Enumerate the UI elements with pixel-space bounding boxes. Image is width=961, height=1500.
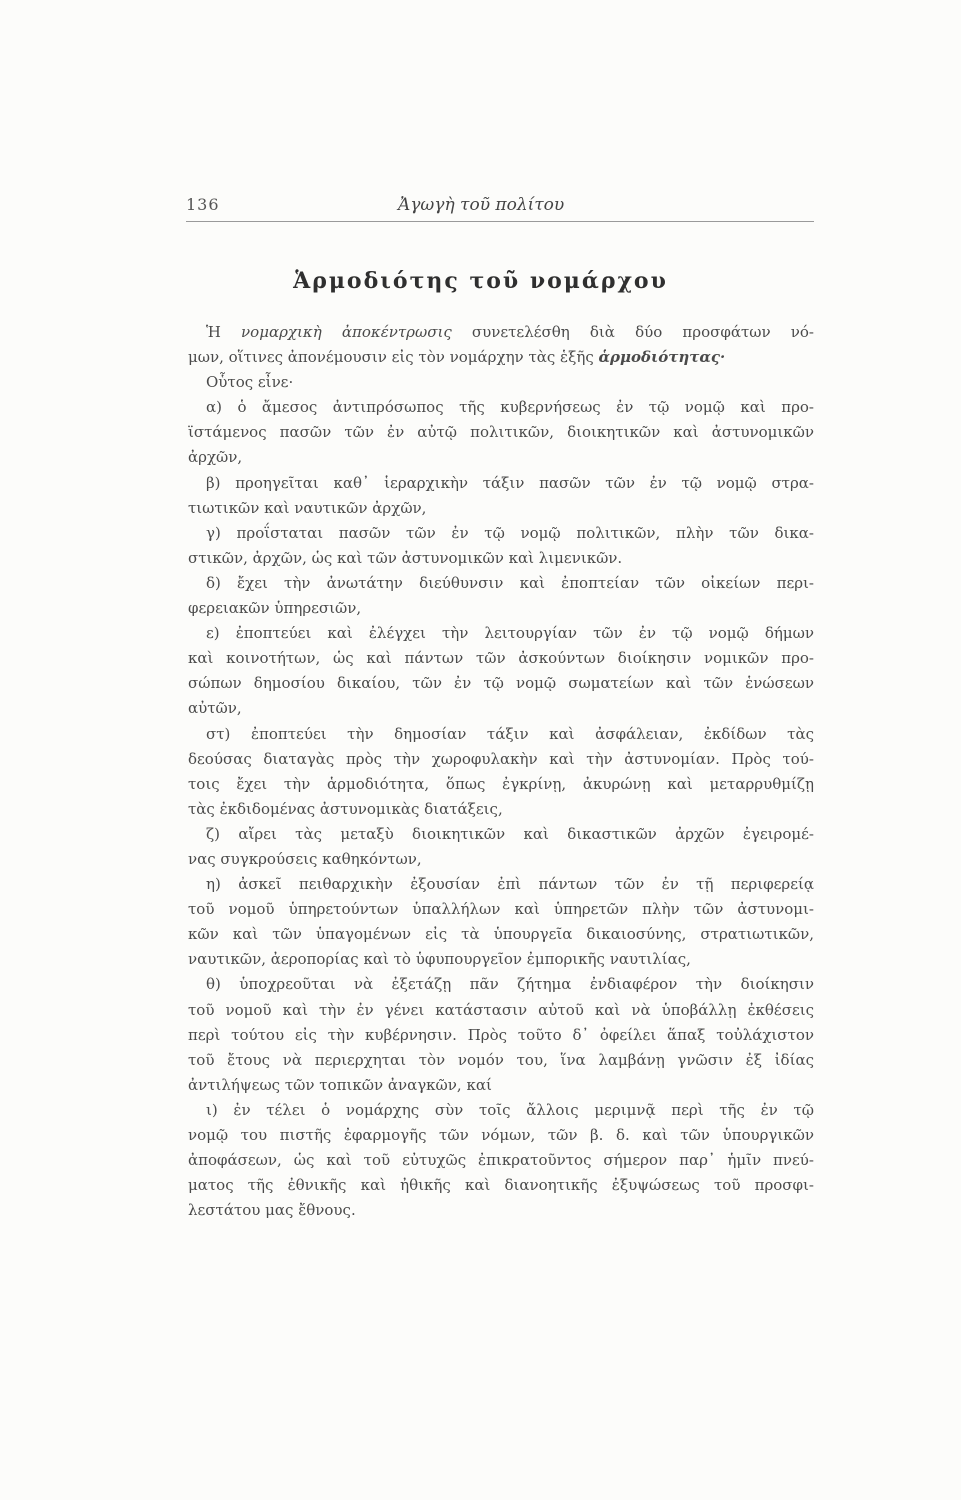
text-line	[188, 345, 814, 370]
running-title: Ἀγωγὴ τοῦ πολίτου	[398, 195, 565, 215]
text-line: β) προηγεῖται καθ᾽ ἱεραρχικὴν τάξιν πασῶν τῶν ἐν τῷ νομῷ στρα-	[206, 473, 814, 492]
text-line: στικῶν, ἀρχῶν, ὡς καὶ τῶν ἀστυνομικῶν καὶ λιμενικῶν.	[188, 548, 623, 567]
text-line: νας συγκρούσεις καθηκόντων,	[188, 849, 422, 868]
text-line: ναυτικῶν, ἀεροπορίας καὶ τὸ ὑφυπουργεῖον ἐμπορικῆς ναυτιλίας,	[188, 950, 691, 969]
page-header	[186, 195, 814, 222]
text-line: ζ) αἴρει τὰς μεταξὺ διοικητικῶν καὶ δικαστικῶν ἀρχῶν ἐγειρομέ-	[206, 824, 814, 843]
text-line: τὰς ἐκδιδομένας ἀστυνομικὰς διατάξεις,	[188, 799, 503, 818]
text-line: γ) προΐσταται πασῶν τῶν ἐν τῷ νομῷ πολιτικῶν, πλὴν τῶν δικα-	[206, 523, 814, 542]
text-line: Οὗτος εἶνε·	[206, 373, 294, 392]
intro-line1-rest: συνετελέσθη διὰ δύο προσφάτων νό-	[451, 323, 815, 341]
text-line: ϊστάμενος πασῶν τῶν ἐν αὐτῷ πολιτικῶν, διοικητικῶν καὶ ἀστυνομικῶν	[188, 423, 814, 442]
text-line: τιωτικῶν καὶ ναυτικῶν ἀρχῶν,	[188, 498, 427, 517]
text-line: καὶ κοινοτήτων, ὡς καὶ πάντων τῶν ἀσκούντων διοίκησιν νομικῶν προ-	[188, 649, 814, 668]
text-line: περὶ τούτου εἰς τὴν κυβέρνησιν. Πρὸς τοῦτο δ᾽ ὀφείλει ἅπαξ τοὐλάχιστον	[188, 1025, 814, 1044]
text-line: δεούσας διαταγὰς πρὸς τὴν χωροφυλακὴν καὶ τὴν ἀστυνομίαν. Πρὸς τού-	[188, 749, 814, 768]
text-line: ἀντιλήψεως τῶν τοπικῶν ἀναγκῶν, καί	[188, 1075, 492, 1094]
text-line	[188, 320, 814, 345]
text-line: τοις ἔχει τὴν ἁρμοδιότητα, ὅπως ἐγκρίνῃ, ἀκυρώνῃ καὶ μεταρρυθμίζῃ	[188, 774, 814, 793]
text-line: θ) ὑποχρεοῦται νὰ ἐξετάζῃ πᾶν ζήτημα ἐνδιαφέρον τὴν διοίκησιν	[206, 975, 814, 994]
page-number: 136	[186, 195, 220, 214]
text-line: ι) ἐν τέλει ὁ νομάρχης σὺν τοῖς ἄλλοις μεριμνᾷ περὶ τῆς ἐν τῷ	[206, 1100, 814, 1119]
text-line: ἀρχῶν,	[188, 448, 243, 467]
text-line: τοῦ νομοῦ καὶ τὴν ἐν γένει κατάστασιν αὐτοῦ καὶ νὰ ὑποβάλλῃ ἐκθέσεις	[188, 1000, 814, 1019]
text-line: τοῦ ἔτους νὰ περιερχηται τὸν νομόν του, ἵνα λαμβάνῃ γνῶσιν ἐξ ἰδίας	[188, 1050, 814, 1069]
bold-term: ἁρμοδιότητας·	[598, 348, 726, 367]
text-line: ε) ἐποπτεύει καὶ ἐλέγχει τὴν λειτουργίαν τῶν ἐν τῷ νομῷ δήμων	[206, 624, 814, 643]
text-line: ἀποφάσεων, ὡς καὶ τοῦ εὐτυχῶς ἐπικρατοῦντος σήμερον παρ᾽ ἡμῖν πνεύ-	[188, 1151, 814, 1170]
text-line: φερειακῶν ὑπηρεσιῶν,	[188, 599, 362, 618]
text-line: δ) ἔχει τὴν ἀνωτάτην διεύθυνσιν καὶ ἐποπτείαν τῶν οἰκείων περι-	[206, 573, 814, 592]
intro-line2-start: μων, οἵτινες ἀπονέμουσιν εἰς τὸν νομάρχην τὰς ἑξῆς	[188, 348, 599, 367]
intro-prefix: Ἡ	[206, 323, 242, 341]
text-line: ματος τῆς ἐθνικῆς καὶ ἠθικῆς καὶ διανοητικῆς ἐξυψώσεως τοῦ προσφι-	[188, 1176, 814, 1195]
paragraph-lines	[188, 370, 814, 1223]
text-line: στ) ἐποπτεύει τὴν δημοσίαν τάξιν καὶ ἀσφάλειαν, ἐκδίδων τὰς	[206, 724, 814, 743]
text-line: η) ἀσκεῖ πειθαρχικὴν ἐξουσίαν ἐπὶ πάντων τῶν ἐν τῇ περιφερείᾳ	[206, 875, 814, 894]
text-line: σώπων δημοσίου δικαίου, τῶν ἐν τῷ νομῷ σωματείων καὶ τῶν ἑνώσεων	[188, 674, 814, 693]
text-line: α) ὁ ἄμεσος ἀντιπρόσωπος τῆς κυβερνήσεως ἐν τῷ νομῷ καὶ προ-	[206, 398, 814, 417]
italic-term: νομαρχικὴ ἀποκέντρωσις	[241, 323, 452, 341]
text-line: λεστάτου μας ἔθνους.	[188, 1201, 356, 1220]
text-line: κῶν καὶ τῶν ὑπαγομένων εἰς τὰ ὑπουργεῖα δικαιοσύνης, στρατιωτικῶν,	[188, 925, 814, 944]
text-line: νομῷ του πιστῆς ἐφαρμογῆς τῶν νόμων, τῶν β. δ. καὶ τῶν ὑπουργικῶν	[188, 1126, 814, 1144]
text-line: αὐτῶν,	[188, 699, 242, 718]
body-text	[188, 320, 814, 1223]
text-line: τοῦ νομοῦ ὑπηρετούντων ὑπαλλήλων καὶ ὑπηρετῶν πλὴν τῶν ἀστυνομι-	[188, 900, 814, 919]
section-heading: Ἁρμοδιότης τοῦ νομάρχου	[293, 268, 668, 294]
